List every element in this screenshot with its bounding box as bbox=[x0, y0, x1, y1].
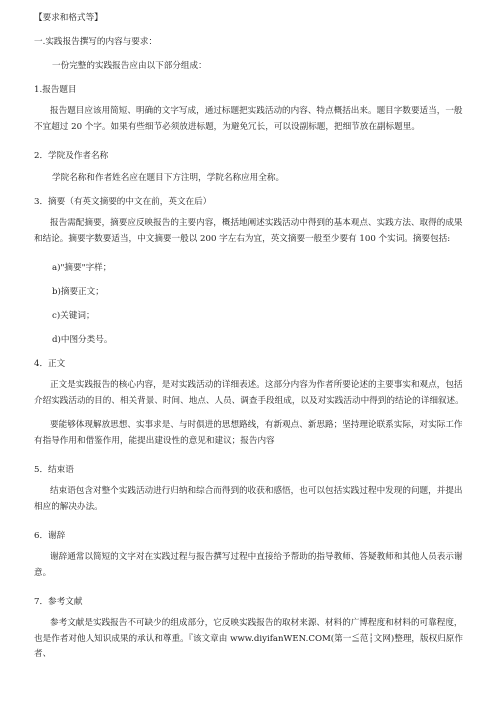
s3-title: 3．摘要（有英文摘要的中文在前，英文在后） bbox=[34, 197, 212, 207]
s2-title: 2．学院及作者名称 bbox=[34, 151, 109, 161]
intro-text: 一份完整的实践报告应由以下部分组成： bbox=[52, 61, 207, 71]
doc-header: 【要求和格式等】 bbox=[34, 13, 103, 23]
s6-body: 谢辞通常以简短的文字对在实践过程与报告撰写过程中直接给予帮助的指导教师、答疑教师和其他人员表示谢意。 bbox=[34, 552, 463, 578]
s4-body-1: 正文是实践报告的核心内容，是对实践活动的详细表述。这部分内容为作者所要论述的主要事实和观点，包括介绍实践活动的目的、相关背景、时间、地点、人员、调查手段组成，以及对实践活动中得到的结论的详细叙述。 bbox=[34, 380, 464, 406]
s6-title: 6．谢辞 bbox=[34, 531, 66, 541]
s3-body: 报告需配摘要，摘要应反映报告的主要内容，概括地阐述实践活动中得到的基本观点、实践方法、取得的成果和结论。摘要字数要适当，中文摘要一般以 200 字左右为宜，英文摘要一般至少要有 100 个实词。摘要包括: bbox=[34, 218, 463, 244]
s3-item-c: c)关键词； bbox=[52, 311, 95, 321]
s3-item-b: b)摘要正文； bbox=[52, 287, 104, 297]
s3-item-d: d)中图分类号。 bbox=[52, 335, 113, 345]
s5-title: 5．结束语 bbox=[34, 465, 74, 475]
s4-title: 4．正文 bbox=[34, 359, 66, 369]
s4-body-2: 要能够体现解放思想、实事求是、与时俱进的思想路线，有新观点、新思路；坚持理论联系实际，对实际工作有指导作用和借鉴作用，能提出建设性的意见和建议；报告内容 bbox=[34, 420, 463, 446]
s7-title: 7．参考文献 bbox=[34, 597, 83, 607]
s2-body: 学院名称和作者姓名应在题目下方注明，学院名称应用全称。 bbox=[52, 173, 285, 183]
section-one-title: 一.实践报告撰写的内容与要求： bbox=[34, 37, 158, 47]
s3-item-a: a)"摘要"字样； bbox=[52, 263, 112, 273]
s1-title: 1.报告题目 bbox=[34, 85, 77, 95]
s1-body: 报告题目应该用简短、明确的文字写成，通过标题把实践活动的内容、特点概括出来。题目字数要适当，一般不宜超过 20 个字。如果有些细节必须放进标题，为避免冗长，可以设副标题，把细节放在副标题里。 bbox=[34, 106, 463, 132]
s7-body: 参考文献是实践报告不可缺少的组成部分，它反映实践报告的取材来源、材料的广博程度和材料的可靠程度，也是作者对他人知识成果的承认和尊重。『该文章由 www.diyifanWEN.COM(第一≦范┆文网)整理，版权归原作者、 bbox=[34, 618, 463, 659]
s5-body: 结束语包含对整个实践活动进行归纳和综合而得到的收获和感悟，也可以包括实践过程中发现的问题，并提出相应的解决办法。 bbox=[34, 486, 463, 512]
